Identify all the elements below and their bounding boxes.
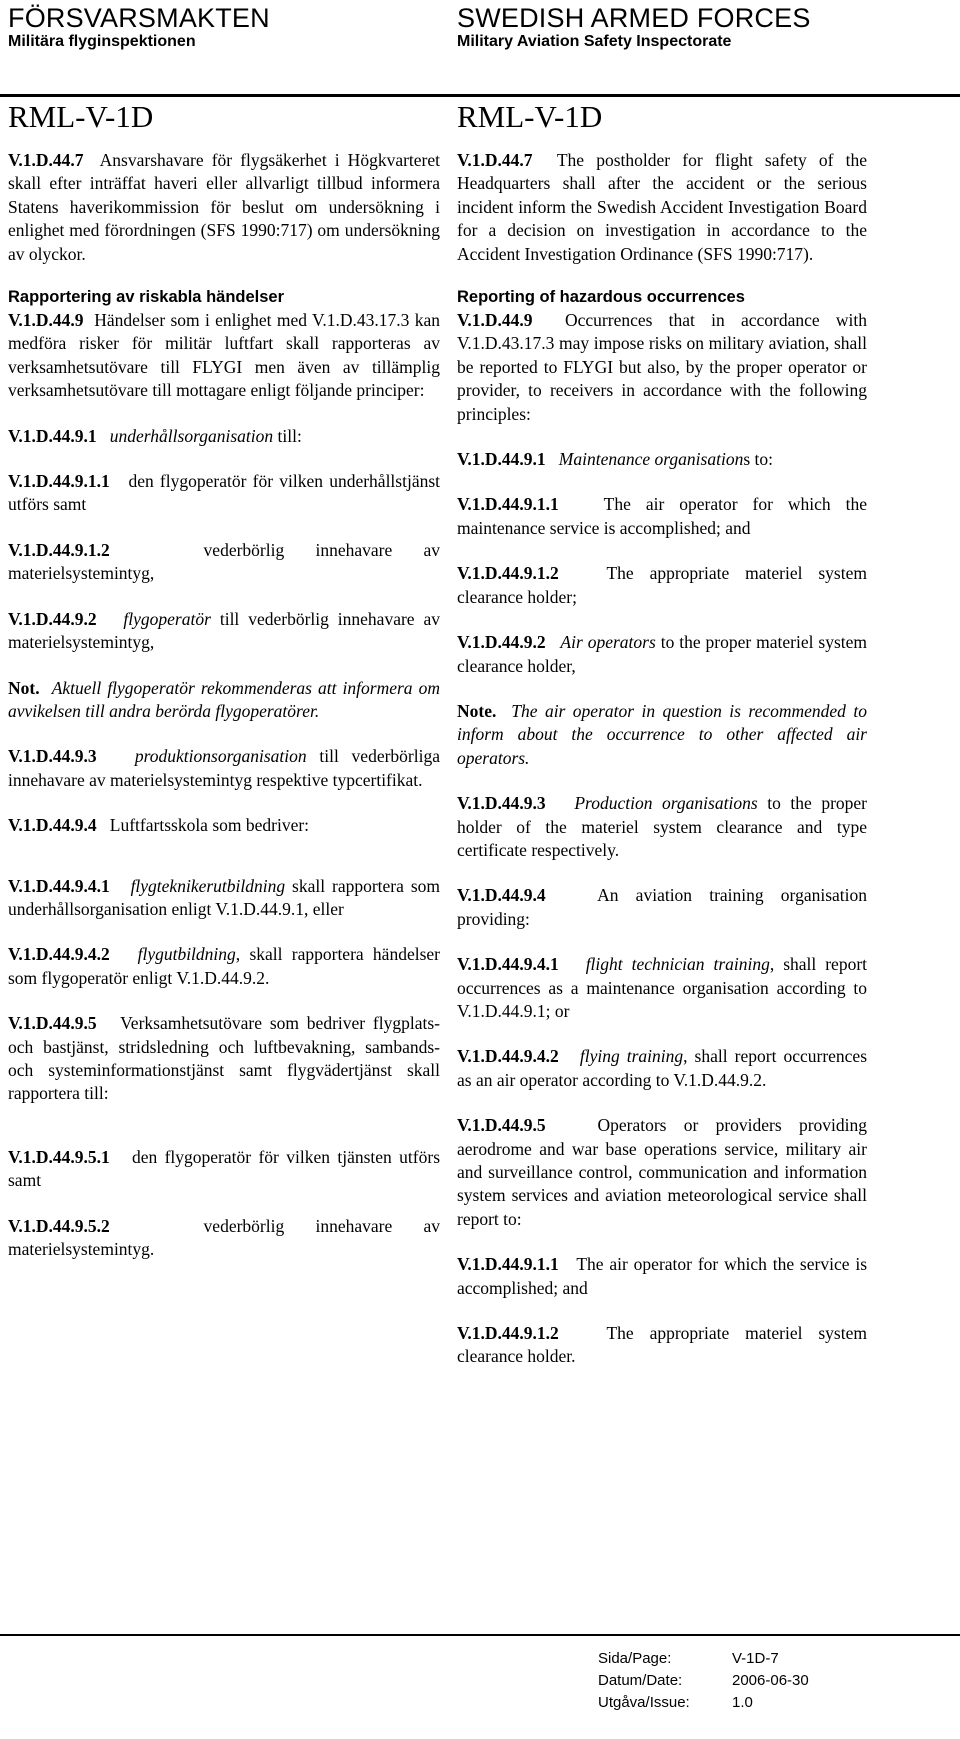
paragraph — [457, 309, 867, 426]
english-column — [457, 100, 867, 1369]
paragraph-text: till vederbörlig innehavare av materielsystemintyg, — [8, 608, 440, 653]
page-label: Sida/Page: — [598, 1650, 672, 1667]
paragraph — [8, 608, 440, 655]
emphasis: underhållsorganisation — [109, 425, 274, 446]
footer-date-row — [598, 1670, 809, 1692]
footer-issue-row — [598, 1692, 809, 1714]
emphasis: flygutbildning — [137, 944, 236, 965]
section-ref: V.1.D.44.9.3 — [8, 746, 97, 767]
paragraph — [457, 448, 867, 471]
paragraph — [457, 884, 867, 931]
emphasis: flying training — [579, 1046, 684, 1067]
section-ref: V.1.D.44.9.2 — [8, 608, 97, 629]
paragraph-text: skall rapportera som underhållsorganisation enligt V.1.D.44.9.1, eller — [8, 875, 441, 919]
paragraph-text: Händelser som i enlighet med V.1.D.43.17.3 kan medföra risker för militär luftfart skall rapporteras av verksamhetsutövare till FLYGI men även av tillämplig verksamhetsutövare till mottagare enligt följande principer: — [8, 310, 441, 401]
section-ref: V.1.D.44.9.1.2 — [457, 563, 559, 584]
emphasis: flygoperatör — [123, 608, 211, 629]
paragraph — [457, 631, 867, 678]
section-ref: V.1.D.44.9.5.1 — [8, 1146, 110, 1167]
section-ref: V.1.D.44.9.1 — [8, 425, 97, 446]
unit-name-en: Military Aviation Safety Inspectorate — [457, 33, 732, 50]
header-left — [8, 4, 270, 52]
section-ref: V.1.D.44.9.4.2 — [457, 1046, 559, 1067]
section-heading: Reporting of hazardous occurrences — [457, 288, 745, 307]
section-ref: V.1.D.44.9.4 — [457, 885, 546, 906]
paragraph-text: , shall report occurrences as an air operator according to V.1.D.44.9.2. — [457, 1046, 868, 1090]
paragraph-text: den flygoperatör för vilken tjänsten utförs samt — [8, 1146, 441, 1191]
section-ref: V.1.D.44.7 — [8, 150, 84, 170]
paragraph-text: Ansvarshavare för flygsäkerhet i Högkvarteret skall efter inträffat haveri eller allvarligt tillbud informera Statens haverikommission för beslut om undersökning i enlighet med förordningen (SFS 1990:717) om undersökning av olyckor. — [8, 150, 441, 264]
paragraph — [8, 943, 440, 990]
paragraph — [457, 493, 867, 540]
section-ref: V.1.D.44.9.1.2 — [457, 1323, 559, 1344]
paragraph-text: Luftfartsskola som bedriver: — [109, 815, 310, 836]
section-ref: V.1.D.44.9.1.1 — [8, 471, 110, 492]
document-id: RML-V-1D — [8, 99, 154, 134]
paragraph — [457, 1045, 867, 1092]
note — [457, 700, 867, 770]
unit-name-sv: Militära flyginspektionen — [8, 33, 196, 50]
header-divider — [0, 94, 960, 97]
paragraph-text: to the proper holder of the materiel system clearance and type certificate respectively. — [457, 793, 867, 860]
emphasis: Production organisations — [574, 793, 758, 814]
footer-page-row — [598, 1648, 809, 1670]
section-ref: V.1.D.44.9.3 — [457, 793, 546, 814]
paragraph-text: to the proper materiel system clearance holder, — [457, 632, 867, 676]
paragraph-text: Verksamhetsutövare som bedriver flygplats- och bastjänst, stridsledning och luftbevakning, sambands- och systeminformationstjänst samt flygvädertjänst skall rapportera till: — [8, 1013, 440, 1104]
paragraph-text: vederbörlig innehavare av materielsystemintyg, — [8, 539, 440, 584]
paragraph — [457, 953, 867, 1023]
emphasis: Air operators — [560, 632, 656, 653]
paragraph-text: till vederbörliga innehavare av materielsystemintyg respektive typcertifikat. — [8, 746, 440, 790]
section-ref: V.1.D.44.7 — [457, 150, 533, 170]
paragraph — [8, 149, 440, 266]
organization-name-en: SWEDISH ARMED FORCES — [457, 3, 811, 33]
swedish-column — [8, 100, 440, 1261]
paragraph-text: den flygoperatör för vilken underhållstjänst utförs samt — [8, 471, 441, 515]
date-value: 2006-06-30 — [732, 1672, 809, 1689]
paragraph — [457, 562, 867, 609]
note-text: Aktuell flygoperatör rekommenderas att informera om avvikelsen till andra berörda flygoperatörer. — [8, 677, 441, 721]
page-value: V-1D-7 — [732, 1650, 779, 1667]
section-ref: V.1.D.44.9.4 — [8, 815, 97, 836]
emphasis: flygteknikerutbildning — [130, 875, 286, 896]
paragraph — [8, 309, 440, 403]
section-ref: V.1.D.44.9.1.1 — [457, 494, 559, 515]
paragraph — [457, 1253, 867, 1300]
section-ref: V.1.D.44.9.5 — [8, 1013, 97, 1034]
paragraph — [457, 149, 867, 266]
organization-name-sv: FÖRSVARSMAKTEN — [8, 3, 270, 33]
paragraph — [8, 745, 440, 792]
emphasis: Maintenance organisation — [558, 449, 744, 470]
paragraph-text: The appropriate materiel system clearance holder. — [457, 1323, 867, 1367]
paragraph — [8, 470, 440, 517]
emphasis: flight technician training — [585, 954, 770, 975]
paragraph-text: The air operator for which the maintenance service is accomplished; and — [457, 494, 867, 538]
section-ref: V.1.D.44.9.2 — [457, 632, 546, 653]
paragraph-text: s to: — [743, 449, 773, 470]
issue-label: Utgåva/Issue: — [598, 1694, 690, 1711]
emphasis: produktionsorganisation — [134, 746, 307, 767]
paragraph — [457, 1322, 867, 1369]
paragraph — [8, 1146, 440, 1193]
section-ref: V.1.D.44.9.4.1 — [457, 954, 559, 975]
paragraph — [8, 1012, 440, 1106]
note-label: Note. — [457, 700, 497, 721]
issue-value: 1.0 — [732, 1694, 753, 1711]
paragraph-text: The appropriate materiel system clearance holder; — [457, 563, 867, 607]
paragraph — [457, 1114, 867, 1231]
paragraph-text: The postholder for flight safety of the Headquarters shall after the accident or the serious incident inform the Swedish Accident Investigation Board for a decision on investigation in accordance to the Accident Investigation Ordinance (SFS 1990:717). — [457, 150, 867, 264]
paragraph-text: , shall report occurrences as a maintenance organisation according to V.1.D.44.9.1; or — [457, 954, 868, 1021]
section-ref: V.1.D.44.9.5 — [457, 1115, 546, 1136]
document-id: RML-V-1D — [457, 99, 603, 134]
footer-divider — [0, 1634, 960, 1636]
section-ref: V.1.D.44.9.4.1 — [8, 875, 110, 896]
paragraph-text: , skall rapportera händelser som flygoperatör enligt V.1.D.44.9.2. — [8, 944, 440, 988]
paragraph-text: The air operator for which the service is accomplished; and — [457, 1254, 867, 1298]
section-heading: Rapportering av riskabla händelser — [8, 288, 285, 307]
paragraph-text: Occurrences that in accordance with V.1.D.43.17.3 may impose risks on military aviation, shall be reported to FLYGI but also, by the proper operator or provider, to receivers in accordance with the following principles: — [457, 310, 868, 424]
paragraph — [8, 539, 440, 586]
page-footer — [598, 1648, 809, 1714]
section-ref: V.1.D.44.9.5.2 — [8, 1215, 110, 1236]
paragraph — [8, 425, 440, 448]
section-ref: V.1.D.44.9 — [8, 310, 84, 331]
paragraph — [8, 1215, 440, 1262]
note — [8, 677, 440, 724]
section-ref: V.1.D.44.9.4.2 — [8, 944, 110, 965]
paragraph — [8, 814, 440, 837]
paragraph-text: Operators or providers providing aerodrome and war base operations service, military air and surveillance control, communication and information system services and aviation meteorological service shall report to: — [457, 1115, 867, 1229]
header-right — [457, 4, 811, 52]
paragraph — [457, 792, 867, 862]
section-ref: V.1.D.44.9.1 — [457, 449, 546, 470]
note-label: Not. — [8, 677, 40, 698]
section-ref: V.1.D.44.9.1.2 — [8, 539, 110, 560]
paragraph-text: till: — [273, 425, 302, 446]
paragraph-text: vederbörlig innehavare av materielsystemintyg. — [8, 1215, 440, 1259]
paragraph-text: An aviation training organisation providing: — [457, 885, 867, 929]
section-ref: V.1.D.44.9 — [457, 310, 533, 331]
date-label: Datum/Date: — [598, 1672, 683, 1689]
note-text: The air operator in question is recommended to inform about the occurrence to other affected air operators. — [457, 700, 867, 768]
paragraph — [8, 875, 440, 922]
section-ref: V.1.D.44.9.1.1 — [457, 1254, 559, 1275]
